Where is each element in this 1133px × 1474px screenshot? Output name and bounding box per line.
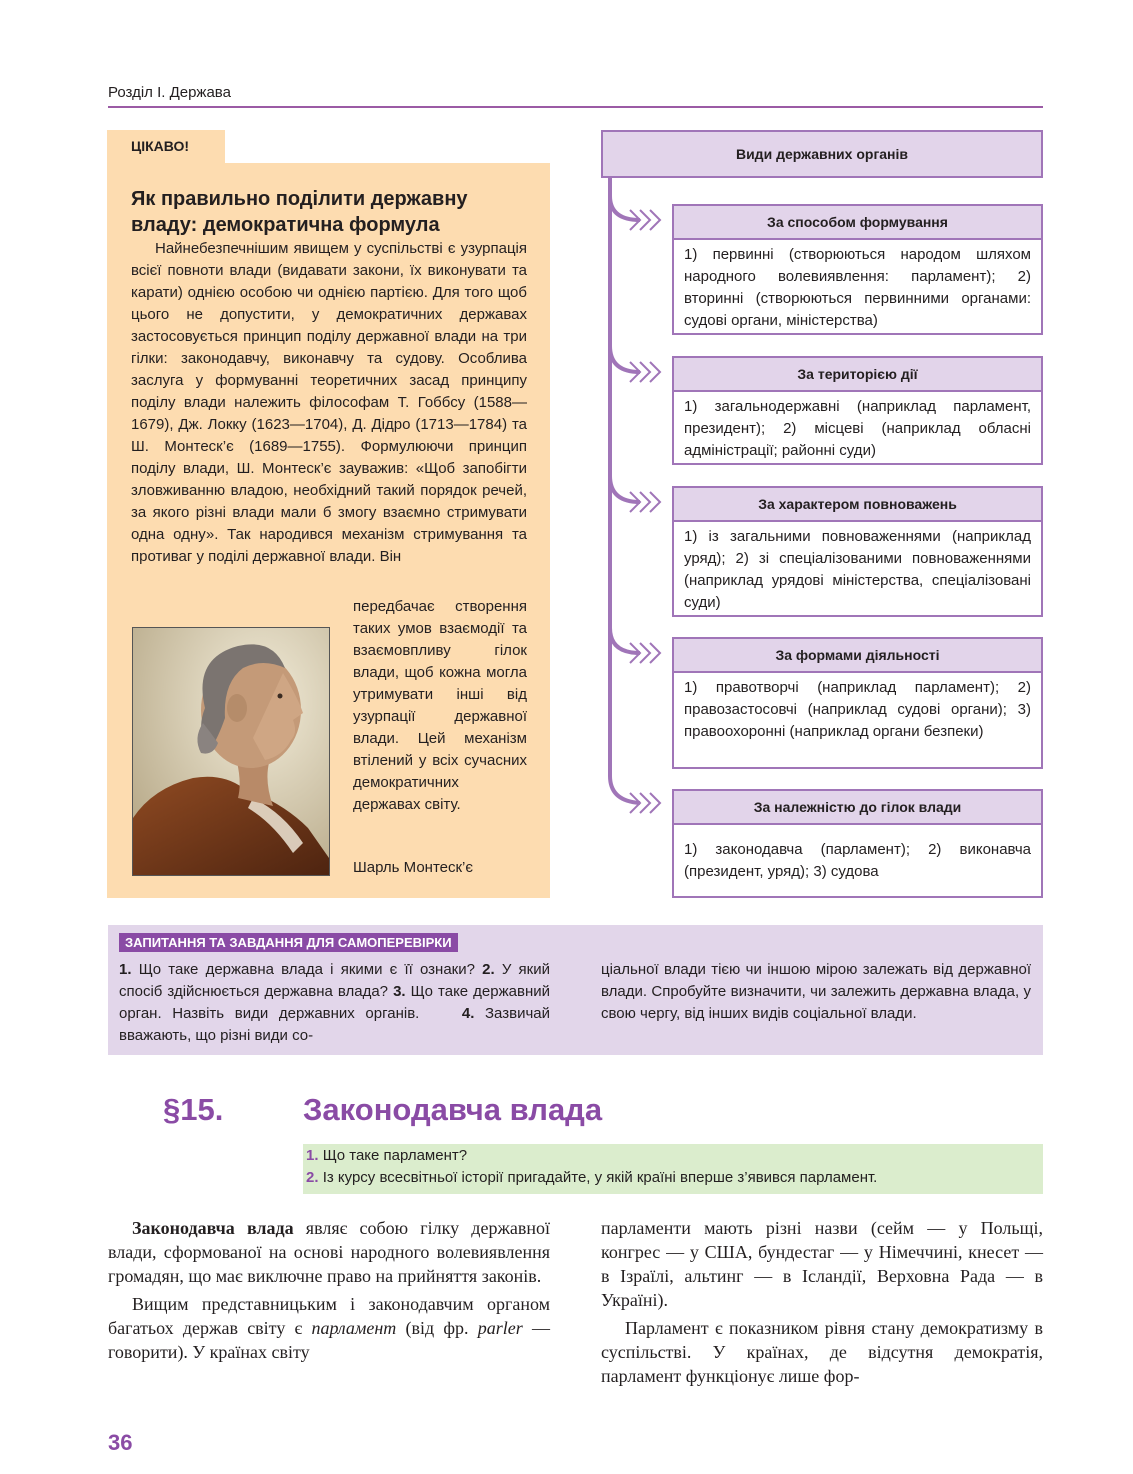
question-1: Що таке державна влада і якими є її ознаки? [131,961,475,978]
self-check-questions [108,925,1043,1055]
section-number: §15. [163,1092,224,1127]
paragraph-2-text-a: Вищим представницьким і законодавчим органом багатьох держав світу є [108,1294,550,1338]
diagram-category-territory [672,356,1043,465]
category-title: За належністю до гілок влади [674,791,1041,825]
term-parliament: парламент [311,1318,397,1338]
pre-question-text: Що таке парламент? [322,1147,468,1164]
interest-body: Найнебезпечнішим явищем у суспільстві є узурпація всієї повноти влади (видавати закони, їх виконувати та карати) однією особою чи однією партією. Для того щоб цього не допустити, у демократичних державах застосовується принцип поділу державної влади на три гілки: законодавчу, виконавчу та судову. Особлива заслуга у формуванні теоретичних засад принципу поділу влади належить філософам Т. Гоббсу (1588—1679), Дж. Локку (1623—1704), Д. Дідро (1713—1784) та Ш. Монтеск’є (1689—1755). Формулюючи принцип поділу влади, Ш. Монтеск’є зауважив: «Щоб запобігти зловживанню владою, необхідний такий порядок речей, за якого різні влади мали б змогу взаємно стримувати одна одну». Так народився механізм стримування та противаг у поділі державної влади. Він [131,240,527,565]
paragraph-1 [108,1216,550,1288]
term-legislative-power: Законодавча влада [132,1218,294,1238]
category-text: 1) із загальними повноваженнями (наприклад уряд); 2) зі спеціалізованими повноваженнями (наприклад урядові міністерства, спеціалізовані суди) [684,528,1031,611]
interest-heading: Як правильно поділити державну владу: демократична формула [131,188,468,236]
question-number: 3. [393,983,406,1000]
section-title: Законодавча влада [303,1092,603,1127]
diagram-title: Види державних органів [735,146,909,162]
category-title: За характером повноважень [674,488,1041,522]
category-text: 1) правотворчі (наприклад парламент); 2) правозастосовчі (наприклад судові органи); 3) правоохоронні (наприклад органи безпеки) [684,679,1031,740]
questions-column-1 [119,959,550,1047]
portrait-image [133,628,329,875]
paragraph-2-text-c: — говорити). У країнах світу [108,1318,550,1362]
diagram-category-powers [672,486,1043,617]
page-number: 36 [108,1430,133,1455]
question-number: 4. [461,1005,475,1022]
paragraph-2 [108,1292,550,1364]
questions-tab: ЗАПИТАННЯ ТА ЗАВДАННЯ ДЛЯ САМОПЕРЕВІРКИ [119,933,458,952]
diagram-connectors [600,176,680,816]
questions-column-2: ціальної влади тією чи іншою мірою залежать від державної влади. Спробуйте визначити, чи залежить державна влада, у свою чергу, від інших видів соціальної влади. [601,961,1031,1022]
portrait-caption: Шарль Монтеск’є [353,859,474,876]
category-title: За територією дії [674,358,1041,392]
pre-question-number: 2. [306,1169,319,1186]
paragraph-1-text: являє собою гілку державної влади, сформованої на основі народного волевиявлення громадян, що має виключне право на прийняття законів. [108,1218,551,1286]
paragraph-3: парламенти мають різні назви (сейм — у Польщі, конгрес — у США, бундестаг — у Німеччині, кнесет — в Ізраїлі, альтинг — в Ісландії, Верховна Рада — в Україні). [601,1218,1043,1310]
diagram-category-branches [672,789,1043,898]
pre-question-1 [306,1145,467,1167]
pre-questions-box [303,1144,1043,1194]
pre-question-number: 1. [306,1147,319,1164]
interest-body-continued: передбачає створення таких умов взаємодії та взаємовпливу гілок влади, щоб кожна могла утримувати інші від узурпації державної влади. Цей механізм втілений у всіх сучасних демократичних державах світу. [353,598,527,813]
montesquieu-portrait [132,627,330,876]
diagram-title-box [601,130,1043,178]
chapter-title: Розділ І. Держава [108,84,231,101]
pre-question-text: Із курсу всесвітньої історії пригадайте, у якій країні вперше з’явився парламент. [322,1169,878,1186]
main-text-column-2 [601,1216,1043,1388]
diagram-category-formation [672,204,1043,335]
term-parler: parler [477,1318,523,1338]
question-number: 2. [482,961,495,978]
pre-question-2 [306,1167,877,1189]
interest-tab: ЦІКАВО! [107,130,225,163]
question-4-part-1: Зазвичай вважають, що різні види со- [119,1005,550,1044]
category-text: 1) загальнодержавні (наприклад парламент, президент); 2) місцеві (наприклад обласні адміністрації; районні суди) [684,398,1031,459]
paragraph-2-text-b: (від фр. [396,1318,478,1338]
category-title: За способом формування [674,206,1041,240]
paragraph-4: Парламент є показником рівня стану демократизму в суспільстві. У країнах, де відсутня демократія, парламент функціонує лише фор- [601,1318,1043,1386]
question-3: Що таке державний орган. Назвіть види державних органів. [119,983,550,1022]
interesting-box [107,130,550,898]
category-text: 1) законодавча (парламент); 2) виконавча (президент, уряд); 3) судова [684,841,1031,880]
main-text-column-1 [108,1216,550,1364]
category-text: 1) первинні (створюються народом шляхом народного волевиявлення: парламент); 2) вторинні (створюються первинними органами: судові органи, міністерства) [684,246,1031,329]
diagram-category-activity [672,637,1043,769]
question-2: У який спосіб здійснюється державна влада? [119,961,550,1000]
running-header [108,80,1043,108]
question-number: 1. [119,961,132,978]
category-title: За формами діяльності [674,639,1041,673]
